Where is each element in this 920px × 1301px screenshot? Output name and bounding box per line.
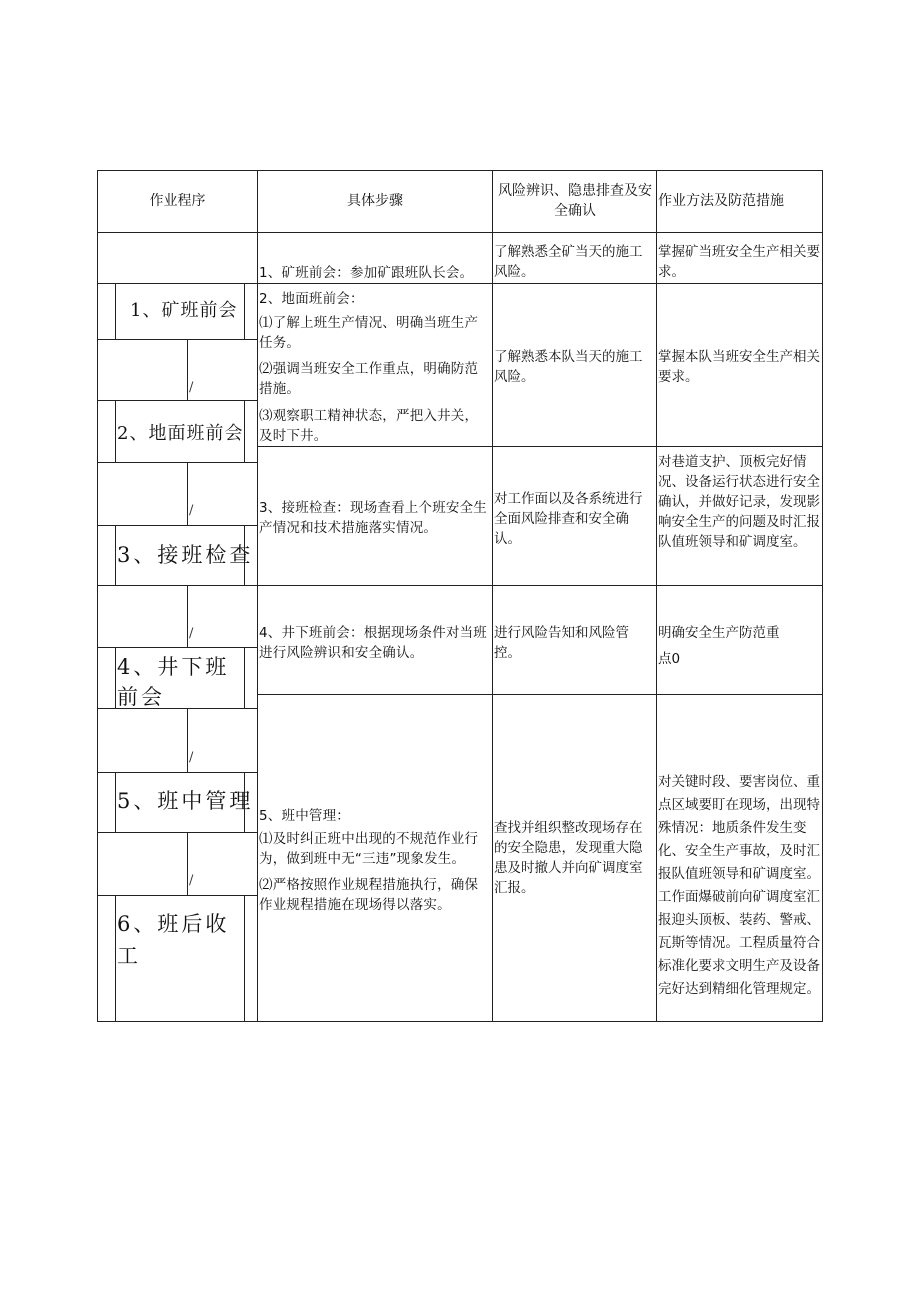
proc-inner-left-4: [115, 647, 116, 708]
slash-mark: /: [189, 750, 194, 765]
proc-h-4: [97, 462, 257, 463]
step-1-text: 1、矿班前会：参加矿跟班队长会。: [259, 265, 474, 281]
proc-mid-1: [187, 339, 188, 400]
risk-2-text: 了解熟悉本队当天的施工风险。: [494, 349, 643, 385]
proc-h-6: [97, 585, 257, 586]
step-2-title: 2、地面班前会：: [259, 291, 364, 307]
measure-1-text: 掌握矿当班安全生产相关要求。: [658, 244, 820, 280]
proc-inner-left-3: [115, 525, 116, 585]
step-5-item-2: ⑵严格按照作业规程措施执行，确保作业规程措施在现场得以落实。: [259, 877, 479, 913]
procedure-1: 1、矿班前会: [130, 300, 238, 321]
step-5-item-1: ⑴及时纠正班中出现的不规范作业行为，做到班中无“三违”现象发生。: [259, 831, 479, 867]
step-2-item-2: ⑵强调当班安全工作重点，明确防范措施。: [259, 361, 479, 397]
risk-1-text: 了解熟悉全矿当天的施工风险。: [494, 244, 643, 280]
step-2-item-1: ⑴了解上班生产情况、明确当班生产任务。: [259, 315, 479, 351]
proc-h-1: [97, 283, 257, 284]
measure-2-text: 掌握本队当班安全生产相关要求。: [658, 349, 820, 385]
measure-4-text: 明确安全生产防范重点0: [658, 625, 780, 667]
header-measures: 作业方法及防范措施: [658, 193, 784, 209]
procedure-6: 6、班后收工: [117, 912, 230, 968]
slash-mark: /: [189, 873, 194, 888]
step-3-text: 3、接班检查：现场查看上个班安全生产情况和技术措施落实情况。: [259, 500, 487, 536]
slash-mark: /: [189, 503, 194, 518]
row-sep-4: [257, 694, 823, 695]
row-sep-2: [257, 446, 823, 447]
col-sep-1: [257, 170, 258, 1022]
table-top-border: [97, 170, 823, 171]
procedure-5: 5、班中管理: [117, 789, 254, 813]
step-5-title: 5、班中管理：: [259, 808, 350, 824]
proc-h-5: [97, 525, 257, 526]
proc-h-2: [97, 339, 257, 340]
measure-3-text: 对巷道支护、顶板完好情况、设备运行状态进行安全确认，并做好记录，发现影响安全生产的问题及时汇报队值班领导和矿调度室。: [658, 454, 820, 550]
proc-h-10: [97, 832, 257, 833]
procedure-2: 2、地面班前会: [117, 423, 244, 444]
slash-mark: /: [189, 380, 194, 395]
col-sep-3: [656, 170, 657, 1022]
proc-inner-left-1: [115, 283, 116, 339]
proc-inner-left-6: [115, 895, 116, 1021]
proc-h-11: [97, 895, 257, 896]
table-right-border: [822, 170, 823, 1022]
row-sep-1: [257, 283, 823, 284]
header-steps: 具体步骤: [347, 193, 403, 209]
measure-5-text: 对关键时段、要害岗位、重点区域要盯在现场，出现特殊情况：地质条件发生变化、安全生产事故，及时汇报队值班领导和矿调度室。工作面爆破前向矿调度室汇报迎头顶板、装药、警戒、瓦斯等情况。工程质量符合标准化要求文明生产及设备完好达到精细化管理规定。: [658, 774, 820, 997]
row-sep-3: [257, 585, 823, 586]
risk-5-text: 查找并组织整改现场存在的安全隐患，发现重大隐患及时撤人并向矿调度室汇报。: [494, 820, 643, 896]
proc-h-3: [97, 400, 257, 401]
proc-mid-5: [187, 832, 188, 895]
proc-inner-left-2: [115, 400, 116, 462]
step-2-item-3: ⑶观察职工精神状态，严把入井关，及时下井。: [259, 408, 479, 444]
proc-mid-4: [187, 708, 188, 772]
header-risk: 风险辨识、隐患排查及安全确认: [498, 183, 652, 219]
col-sep-2: [492, 170, 493, 1022]
proc-h-9: [97, 772, 257, 773]
step-4-text: 4、井下班前会：根据现场条件对当班进行风险辨识和安全确认。: [259, 625, 487, 661]
risk-3-text: 对工作面以及各系统进行全面风险排查和安全确认。: [494, 491, 643, 547]
table-bottom-border: [97, 1021, 823, 1022]
proc-inner-right-2: [244, 400, 245, 462]
proc-h-7: [97, 647, 257, 648]
risk-4-text: 进行风险告知和风险管控。: [494, 625, 629, 661]
procedure-3: 3、接班检查: [117, 543, 254, 567]
proc-mid-2: [187, 462, 188, 525]
header-bottom-border: [97, 232, 823, 233]
header-procedure: 作业程序: [149, 193, 206, 209]
proc-mid-3: [187, 585, 188, 647]
slash-mark: /: [189, 626, 194, 641]
procedure-4: 4、井下班前会: [117, 655, 230, 709]
proc-inner-left-5: [115, 772, 116, 832]
proc-inner-right-1: [244, 283, 245, 339]
